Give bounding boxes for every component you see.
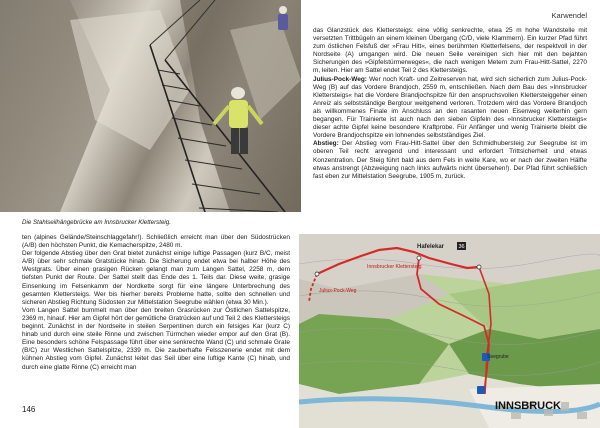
bridge-photo <box>0 0 301 212</box>
left-paragraph: Der folgende Abstieg über den Grat bietet zunächst einige luftige Passagen (kurz B/C, meist A/B) über sehr schmale Gratstücke hinab. Die Sicherung endet etwa bei halber Höhe des Westgrats. Über einen grasigen Rücken gelangt man zum Langen Sattel, 2258 m, dem tiefsten Punkt der Route. Der Sattel stellt das Ende des 1. Teils dar. Diese weite, grasige Einsenkung im Felsenkamm der Nordkette sorgt für eine längere Unterbrechung des gesamten Klettersteigs. Wer bis hierher bereits Probleme hatte, sollte den schnellen und sicheren Abstieg Richtung Südosten zur Mittelstation Seegrube wählen (etwa 30 Min.). <box>22 250 290 306</box>
hafelekar-number: 36 <box>458 244 465 250</box>
route-label: Innsbrucker Klettersteig <box>367 264 422 270</box>
right-paragraph <box>313 140 587 180</box>
photo-caption: Die Stahlseilhängebrücke am Innsbrucker Klettersteig. <box>22 219 171 226</box>
hafelekar-label: Hafelekar <box>417 244 445 250</box>
paragraph-text: das Glanzstück des Klettersteigs: eine völlig senkrechte, etwa 25 m hohe Wandstelle mit versetzten Trittbügeln an einem kleinen Übergang (C/D, viele Klammern). Ein kurzer Pfad führt zum östlichen Felsfuß der »Frau Hitt«, eines berühmten Kletterfelsens, der respektvoll in der Nordseite (A) umgangen wird. Die neuen Seile vereinigen sich hier mit den bejahten Sicherungen des »Gipfelstürmerweges«, die nach wenigen Metern zum Frau-Hitt-Sattel, 2270 m, leiten. Hier am Sattel endet Teil 2 des Klettersteigs. <box>313 27 587 75</box>
section-title: Karwendel <box>551 11 587 20</box>
pock-label: Julius-Pock-Weg <box>319 288 357 294</box>
paragraph-lead: Julius-Pock-Weg: <box>313 75 367 83</box>
paragraph-text: Der Abstieg vom Frau-Hitt-Sattel über den Schmidhubersteig zur Seegrube ist im oberen Teil recht anregend und interessant und erfordert Trittsicherheit und etwas Konzentration. Der Steig führt bald aus dem Fels in weite Kare, wo er nach der zweiten Hälfte etwas anstrengt (Abzweigung nach links aufwärts nicht übersehen!). Der Pfad führt schließlich fast eben zur Mittelstation Seegrube, 1905 m, zurück. <box>313 140 587 180</box>
right-paragraph <box>313 76 587 141</box>
left-paragraph: ten (alpines Gelände/Steinschlaggefahr!). Schließlich erreicht man über den Südostrücken (A/B) den höchsten Punkt, die Kemacherspitze, 2480 m. <box>22 234 290 250</box>
route-map <box>299 234 600 428</box>
paragraph-text: Wer noch Kraft- und Zeitreserven hat, wird sich sicherlich zum Julius-Pock-Weg (B) auf das Vordere Brandjoch, 2559 m, entschließen. Nach dem Bau des »Innsbrucker Klettersteigs« hat die Vordere Brandjochspitze für den anspruchsvollen Klettersteiggeher einen Anreiz als selbstständige Bergtour weitgehend verloren. Trotzdem wird das Vordere Brandjoch als willkommenes Finale im Anschluss an den rasanten neuen Eisenweg weiterhin gern begangen. Für Trainierte ist auch nach den sieben Gipfeln des »Innsbrucker Klettersteigs« dieser achte Gipfel keine besondere Kraftprobe. Für Anfänger und wenig Trainierte bleibt die Vordere Brandjochspitze ein lohnendes selbstständiges Ziel. <box>313 75 587 140</box>
route-map-illustration <box>299 234 600 428</box>
right-text-column <box>313 27 587 181</box>
paragraph-lead: Abstieg: <box>313 140 339 148</box>
seegrube-label: Seegrube <box>487 354 509 360</box>
right-paragraph <box>313 27 587 76</box>
left-paragraph: Vom Langen Sattel bummelt man über den breiten Grasrücken zur Östlichen Sattelspitze, 2369 m, hinauf. Hier am Gipfel hört der gemütliche Gratrücken auf und Teil 2 des Klettersteigs beginnt. Zunächst in der Nordseite in steilen Serpentinen durch ein felsiges Kar (kurz C) hinab und durch eine steile Rinne und zwischen Türmchen wieder empor auf den Grat (B). Eine besonders schöne Felspassage führt über eine senkrechte Wand (C) und schmale Grate (B/C) zur Westlichen Sattelspitze, 2339 m. Die zauberhafte Felsszenerie endet mit dem kühnen Abstieg vom Gipfel. Zunächst leitet das Seil über eine luftige Kante (C) hinab, und durch eine glatte Rinne (C) erreicht man <box>22 306 290 371</box>
bridge-photo-illustration <box>0 0 301 212</box>
climber-figure-2 <box>278 6 288 30</box>
left-text-column <box>22 234 290 372</box>
city-label: INNSBRUCK <box>495 400 561 412</box>
page-number: 146 <box>22 405 36 414</box>
